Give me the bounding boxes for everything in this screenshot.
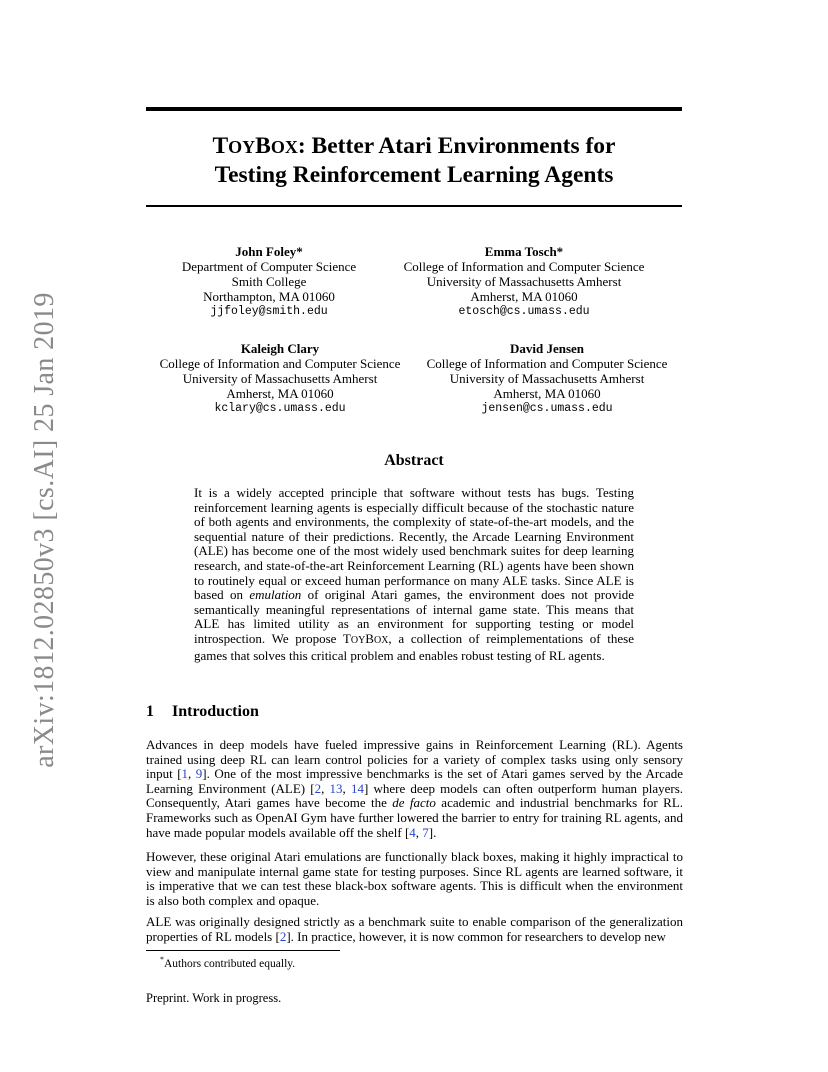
preprint-note: Preprint. Work in progress. [146,991,282,1005]
author-name: David Jensen [509,341,585,356]
author-email[interactable]: jjfoley@smith.edu [210,305,328,318]
title-top-rule [146,107,682,111]
citation-link[interactable]: 4 [409,824,416,840]
author-affiliation: Amherst, MA 01060 [226,386,334,401]
title-bottom-rule [146,205,682,207]
abstract-heading: Abstract [384,452,444,469]
paper-title [146,132,682,189]
author-email[interactable]: kclary@cs.umass.edu [214,402,346,415]
author-email[interactable]: jensen@cs.umass.edu [481,402,613,415]
arxiv-identifier: arXiv:1812.02850v3 [cs.AI] 25 Jan 2019 [29,292,60,768]
author-affiliation: Amherst, MA 01060 [493,386,601,401]
author-affiliation: Northampton, MA 01060 [203,289,335,304]
citation-link[interactable]: 9 [195,766,203,782]
author-block [394,244,654,319]
title-line-1: TOYBOX: Better Atari Environments for [212,133,616,159]
footnote-rule [146,950,340,951]
author-affiliation: Department of Computer Science [181,259,357,274]
author-block [139,244,399,319]
author-affiliation: College of Information and Computer Science [159,356,401,371]
author-email[interactable]: etosch@cs.umass.edu [458,305,590,318]
author-affiliation: University of Massachusetts Amherst [426,274,622,289]
footnote-text: Authors contributed equally. [164,957,296,970]
citation-link[interactable]: 7 [422,824,429,840]
author-affiliation: College of Information and Computer Science [403,259,645,274]
citation-link[interactable]: 14 [350,780,364,796]
footnote [160,955,295,970]
citation-link[interactable]: 2 [279,928,287,944]
author-affiliation: Amherst, MA 01060 [470,289,578,304]
author-affiliation: University of Massachusetts Amherst [449,371,645,386]
footnote-mark: * [160,955,164,964]
citation-link[interactable]: 13 [329,780,343,796]
citation-link[interactable]: 1 [181,766,189,782]
intro-paragraph-1: Advances in deep models have fueled impressive gains in Reinforcement Learning (RL). Agents trained using deep RL can learn control policies for a variety of complex tasks using only sensory input [1, 9]. One of the most impressive benchmarks is the set of Atari games served by the Arcade Learning Environment (ALE) [2, 13, 14] where deep models can often outperform human players. Consequently, Atari games have become the de facto academic and industrial benchmarks for RL. Frameworks such as OpenAI Gym have further lowered the barrier to entry for training RL agents, and have made popular models available off the shelf [4, 7]. [146,737,684,840]
intro-paragraph-2: However, these original Atari emulations are functionally black boxes, making it highly impractical to view and manipulate internal game state for testing purposes. Since RL agents are learned software, it is imperative that we can test these black-box software agents. This is difficult when the environment is also both complex and opaque. [146,849,683,908]
section-number: 1 [146,703,154,720]
author-name: John Foley* [235,244,303,259]
author-affiliation: University of Massachusetts Amherst [182,371,378,386]
section-title: Introduction [172,703,259,720]
author-name: Kaleigh Clary [240,341,320,356]
title-line-2: Testing Reinforcement Learning Agents [214,162,614,188]
author-block [150,341,410,416]
author-affiliation: Smith College [231,274,307,289]
abstract-body: It is a widely accepted principle that software without tests has bugs. Testing reinforcement learning agents is especially difficult because of the stochastic nature of both agents and environments, the complexity of state-of-the-art models, and the sequential nature of their predictions. Recently, the Arcade Learning Environment (ALE) has become one of the most widely used benchmark suites for deep learning research, and state-of-the-art Reinforcement Learning (RL) agents have been shown to routinely equal or exceed human performance on many ALE tasks. Since ALE is based on emulation of original Atari games, the environment does not provide semantically meaningful representations of internal game state. This means that ALE has limited utility as an environment for supporting testing or model introspection. We propose TOYBOX, a collection of reimplementations of these games that solves this critical problem and enables robust testing of RL agents. [194,485,634,663]
intro-paragraph-3: ALE was originally designed strictly as a benchmark suite to enable comparison of the generalization properties of RL models [2]. In practice, however, it is now common for researchers to develop new [146,914,683,944]
section-heading [146,703,259,721]
citation-link[interactable]: 2 [314,780,322,796]
author-block [417,341,677,416]
author-affiliation: College of Information and Computer Science [426,356,668,371]
author-name: Emma Tosch* [484,244,564,259]
